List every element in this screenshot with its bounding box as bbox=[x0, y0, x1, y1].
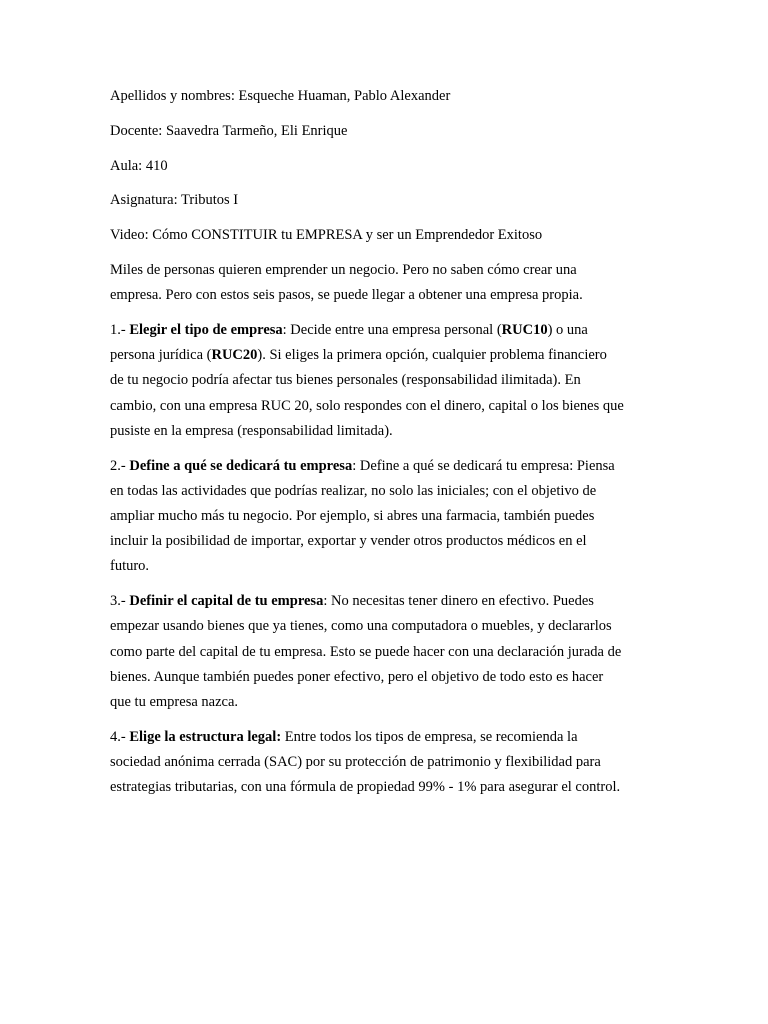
step-2-line: ampliar mucho más tu negocio. Por ejemplo, si abres una farmacia, también puedes bbox=[110, 508, 595, 524]
step-2-title: Define a qué se dedicará tu empresa bbox=[129, 457, 353, 474]
step-1-line: pusiste en la empresa (responsabilidad limitada). bbox=[110, 422, 393, 439]
intro-line: Miles de personas quieren emprender un negocio. Pero no saben cómo crear una bbox=[110, 261, 577, 278]
classroom-line: Aula: 410 bbox=[110, 157, 168, 174]
step-4-text: Entre todos los tipos de empresa, se recomienda la bbox=[281, 728, 578, 745]
step-4-line: sociedad anónima cerrada (SAC) por su protección de patrimonio y flexibilidad para bbox=[110, 754, 601, 771]
subject-line: Asignatura: Tributos I bbox=[110, 192, 239, 209]
step-4-number: 4.- bbox=[110, 728, 130, 745]
step-3-line: empezar usando bienes que ya tienes, como una computadora o muebles, y declararlos bbox=[110, 618, 612, 635]
step-1-paragraph bbox=[110, 318, 660, 444]
step-1-first-line bbox=[110, 318, 660, 343]
ruc10-term: RUC10 bbox=[501, 321, 548, 338]
intro-paragraph bbox=[110, 258, 660, 308]
step-3-first-line bbox=[110, 589, 660, 614]
step-2-line: en todas las actividades que podrías realizar, no solo las iniciales; con el objetivo de bbox=[110, 482, 597, 499]
document-body bbox=[110, 84, 660, 810]
student-name-line: Apellidos y nombres: Esqueche Huaman, Pablo Alexander bbox=[110, 88, 451, 104]
step-3-line: como parte del capital de tu empresa. Esto se puede hacer con una declaración jurada de bbox=[110, 643, 622, 660]
step-3-line: bienes. Aunque también puedes poner efectivo, pero el objetivo de todo esto es hacer bbox=[110, 668, 604, 685]
step-3-text: : No necesitas tener dinero en efectivo. Puedes bbox=[323, 593, 594, 610]
ruc20-term: RUC20 bbox=[211, 347, 258, 364]
step-1-second-line bbox=[110, 343, 660, 368]
teacher-line: Docente: Saavedra Tarmeño, Eli Enrique bbox=[110, 122, 348, 139]
step-1-text: ). Si eliges la primera opción, cualquier problema financiero bbox=[257, 347, 607, 364]
step-3-line: que tu empresa nazca. bbox=[110, 694, 239, 711]
step-2-paragraph bbox=[110, 454, 660, 580]
step-2-first-line bbox=[110, 454, 660, 479]
step-1-text: : Decide entre una empresa personal ( bbox=[282, 321, 502, 338]
step-4-paragraph bbox=[110, 725, 660, 801]
step-2-number: 2.- bbox=[110, 457, 130, 474]
step-3-number: 3.- bbox=[110, 593, 130, 610]
step-2-line: futuro. bbox=[110, 558, 150, 575]
step-2-line: incluir la posibilidad de importar, exportar y vender otros productos médicos en el bbox=[110, 533, 587, 550]
intro-line: empresa. Pero con estos seis pasos, se puede llegar a obtener una empresa propia. bbox=[110, 287, 583, 304]
step-1-text: ) o una bbox=[547, 321, 588, 338]
step-1-number: 1.- bbox=[110, 321, 130, 338]
video-title-line: Video: Cómo CONSTITUIR tu EMPRESA y ser un Emprendedor Exitoso bbox=[110, 227, 543, 244]
step-3-title: Definir el capital de tu empresa bbox=[129, 593, 324, 610]
step-1-title: Elegir el tipo de empresa bbox=[129, 321, 283, 338]
step-4-title: Elige la estructura legal: bbox=[129, 728, 282, 745]
step-1-text: persona jurídica ( bbox=[110, 347, 212, 364]
step-1-line: de tu negocio podría afectar tus bienes personales (responsabilidad ilimitada). En bbox=[110, 372, 581, 389]
step-1-line: cambio, con una empresa RUC 20, solo respondes con el dinero, capital o los bienes que bbox=[110, 397, 624, 414]
step-4-first-line bbox=[110, 725, 660, 750]
step-4-line: estrategias tributarias, con una fórmula de propiedad 99% - 1% para asegurar el control. bbox=[110, 779, 621, 796]
step-2-text: : Define a qué se dedicará tu empresa: Piensa bbox=[352, 457, 615, 474]
step-3-paragraph bbox=[110, 589, 660, 715]
